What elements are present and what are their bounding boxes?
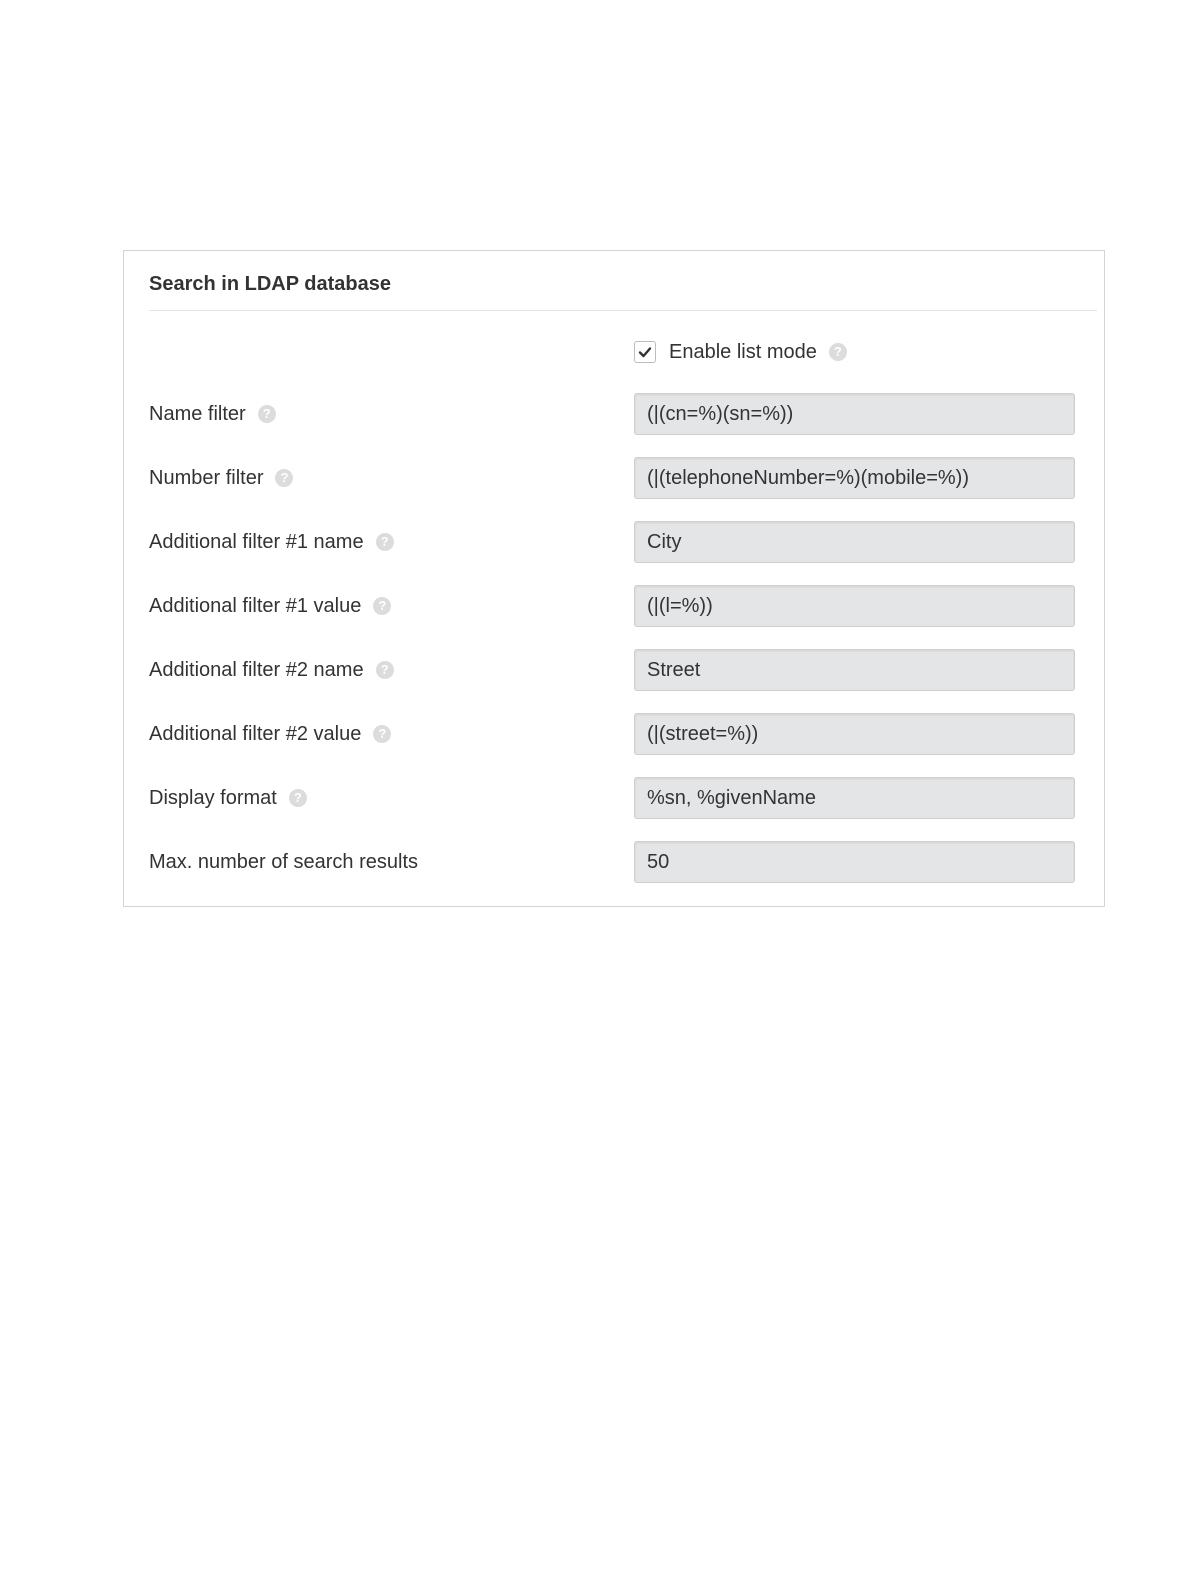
panel-title: Search in LDAP database [149, 273, 391, 295]
question-circle-icon[interactable]: ? [373, 597, 391, 615]
name-filter-input[interactable] [634, 393, 1075, 435]
additional-filter-2-value-input[interactable] [634, 713, 1075, 755]
additional-filter-1-value-label: Additional filter #1 value [149, 594, 362, 617]
additional-filter-1-name-label: Additional filter #1 name [149, 530, 364, 553]
number-filter-label: Number filter [149, 466, 264, 489]
additional-filter-1-value-row [149, 585, 1075, 627]
name-filter-row [149, 393, 1075, 435]
max-results-row [149, 841, 1075, 883]
name-filter-label: Name filter [149, 402, 246, 425]
additional-filter-2-value-row [149, 713, 1075, 755]
question-circle-icon[interactable]: ? [376, 661, 394, 679]
list-mode-row [634, 339, 847, 365]
display-format-input[interactable] [634, 777, 1075, 819]
max-results-label: Max. number of search results [149, 850, 418, 873]
display-format-row [149, 777, 1075, 819]
check-icon [638, 345, 652, 359]
list-mode-checkbox[interactable] [634, 341, 656, 363]
additional-filter-2-value-label: Additional filter #2 value [149, 722, 362, 745]
max-results-input[interactable] [634, 841, 1075, 883]
question-circle-icon[interactable]: ? [376, 533, 394, 551]
additional-filter-1-name-row [149, 521, 1075, 563]
question-circle-icon[interactable]: ? [258, 405, 276, 423]
ldap-search-panel [123, 250, 1105, 907]
question-circle-icon[interactable]: ? [829, 343, 847, 361]
display-format-label: Display format [149, 786, 277, 809]
number-filter-input[interactable] [634, 457, 1075, 499]
number-filter-row [149, 457, 1075, 499]
additional-filter-2-name-row [149, 649, 1075, 691]
additional-filter-2-name-label: Additional filter #2 name [149, 658, 364, 681]
question-circle-icon[interactable]: ? [289, 789, 307, 807]
additional-filter-1-name-input[interactable] [634, 521, 1075, 563]
list-mode-label: Enable list mode [669, 340, 817, 363]
question-circle-icon[interactable]: ? [275, 469, 293, 487]
additional-filter-2-name-input[interactable] [634, 649, 1075, 691]
panel-divider [149, 310, 1097, 311]
additional-filter-1-value-input[interactable] [634, 585, 1075, 627]
question-circle-icon[interactable]: ? [373, 725, 391, 743]
